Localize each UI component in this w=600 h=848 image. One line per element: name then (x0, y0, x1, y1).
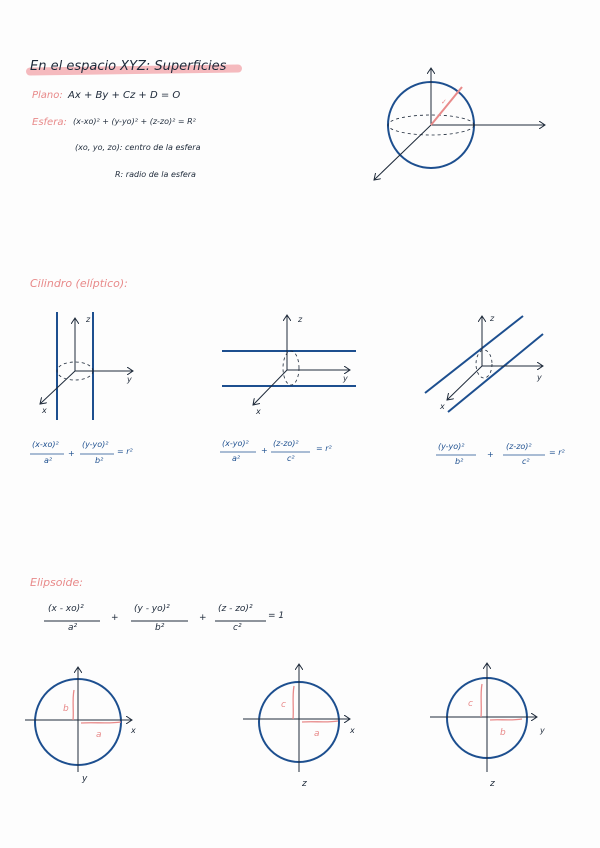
cylinder-fraction-bars (30, 452, 545, 455)
cyl3-rhs: = r² (549, 448, 565, 457)
ellipsoid-rhs: = 1 (268, 611, 285, 621)
cyl2-rhs: = r² (316, 444, 332, 453)
cylinder-figure-1 (40, 312, 133, 420)
cyl3-plus: + (487, 450, 494, 459)
sec2-h-axis-label: x (350, 726, 355, 735)
sphere-label: Esfera: (32, 117, 67, 128)
cyl1-y-label: y (127, 375, 132, 384)
sec2-a-label: a (314, 729, 320, 739)
sec3-h-axis-label: y (540, 726, 545, 735)
cyl1-rhs: = r² (117, 447, 133, 456)
plane-label: Plano: (32, 90, 63, 101)
sec1-v-axis-label: y (82, 774, 88, 784)
cyl3-x-label: x (440, 402, 445, 411)
cyl1-z-label: z (86, 315, 91, 324)
ellipsoid-section-3 (430, 663, 545, 789)
cyl2-term2-den: c² (287, 454, 295, 463)
ellipsoid-term2-den: b² (155, 623, 165, 633)
sec2-v-axis-label: z (302, 779, 307, 789)
cyl2-term1-num: (x-yo)² (222, 439, 249, 448)
sphere-x-axis (374, 125, 431, 180)
ellipsoid-term3-den: c² (233, 623, 242, 633)
cyl2-z-label: z (298, 315, 303, 324)
cyl2-term2-num: (z-zo)² (273, 439, 299, 448)
cyl2-term1-den: a² (232, 454, 241, 463)
ellipsoid-term1-num: (x - xo)² (48, 604, 84, 614)
plane-equation: Ax + By + Cz + D = O (68, 90, 181, 101)
cyl1-term2-num: (y-yo)² (82, 440, 109, 449)
cyl1-x-label: x (42, 406, 47, 415)
cyl3-term1-num: (y-yo)² (438, 442, 465, 451)
ellipsoid-plus-1: + (111, 613, 119, 623)
cyl3-y-label: y (537, 373, 542, 382)
cyl3-term2-num: (z-zo)² (506, 442, 532, 451)
ellipsoid-plus-2: + (199, 613, 207, 623)
sec3-b-label: b (500, 728, 506, 738)
ellipsoid-section-1 (25, 667, 136, 784)
cyl2-x-label: x (256, 407, 261, 416)
sec3-v-axis-label: z (490, 779, 495, 789)
cyl3-term1-den: b² (455, 457, 464, 466)
sec2-c-label: c (281, 700, 286, 710)
sphere-equation: (x-xo)² + (y-yo)² + (z-zo)² = R² (73, 117, 196, 126)
ellipsoid-heading: Elipsoide: (30, 576, 84, 589)
cyl1-term1-num: (x-xo)² (32, 440, 59, 449)
sec1-h-axis-label: x (131, 726, 136, 735)
sphere-radius (431, 87, 462, 125)
sec3-c-label: c (468, 699, 473, 709)
ellipsoid-section-2 (243, 664, 355, 789)
cyl2-plus: + (261, 446, 268, 455)
cyl2-y-label: y (343, 374, 348, 383)
cyl3-z-label: z (490, 314, 495, 323)
sec1-a-label: a (96, 730, 102, 740)
cyl1-term1-den: a² (44, 456, 53, 465)
cylinder-heading: Cilindro (elíptico): (30, 277, 128, 290)
cylinder-figure-2 (222, 315, 356, 416)
cyl3-term2-den: c² (522, 457, 530, 466)
ellipsoid-term3-num: (z - zo)² (218, 604, 253, 614)
sec1-b-label: b (63, 704, 69, 714)
ellipsoid-term1-den: a² (68, 623, 78, 633)
page-title: En el espacio XYZ: Superficies (30, 59, 227, 74)
cyl1-plus: + (68, 449, 75, 458)
sphere-center-note: (xo, yo, zo): centro de la esfera (75, 143, 201, 152)
sphere-radius-note: R: radio de la esfera (115, 170, 196, 179)
cyl1-term2-den: b² (95, 456, 104, 465)
sphere-radius-mark: ✓ (441, 98, 447, 106)
sphere-figure (374, 68, 545, 180)
ellipsoid-term2-num: (y - yo)² (134, 604, 170, 614)
cylinder-figure-3 (425, 314, 543, 412)
